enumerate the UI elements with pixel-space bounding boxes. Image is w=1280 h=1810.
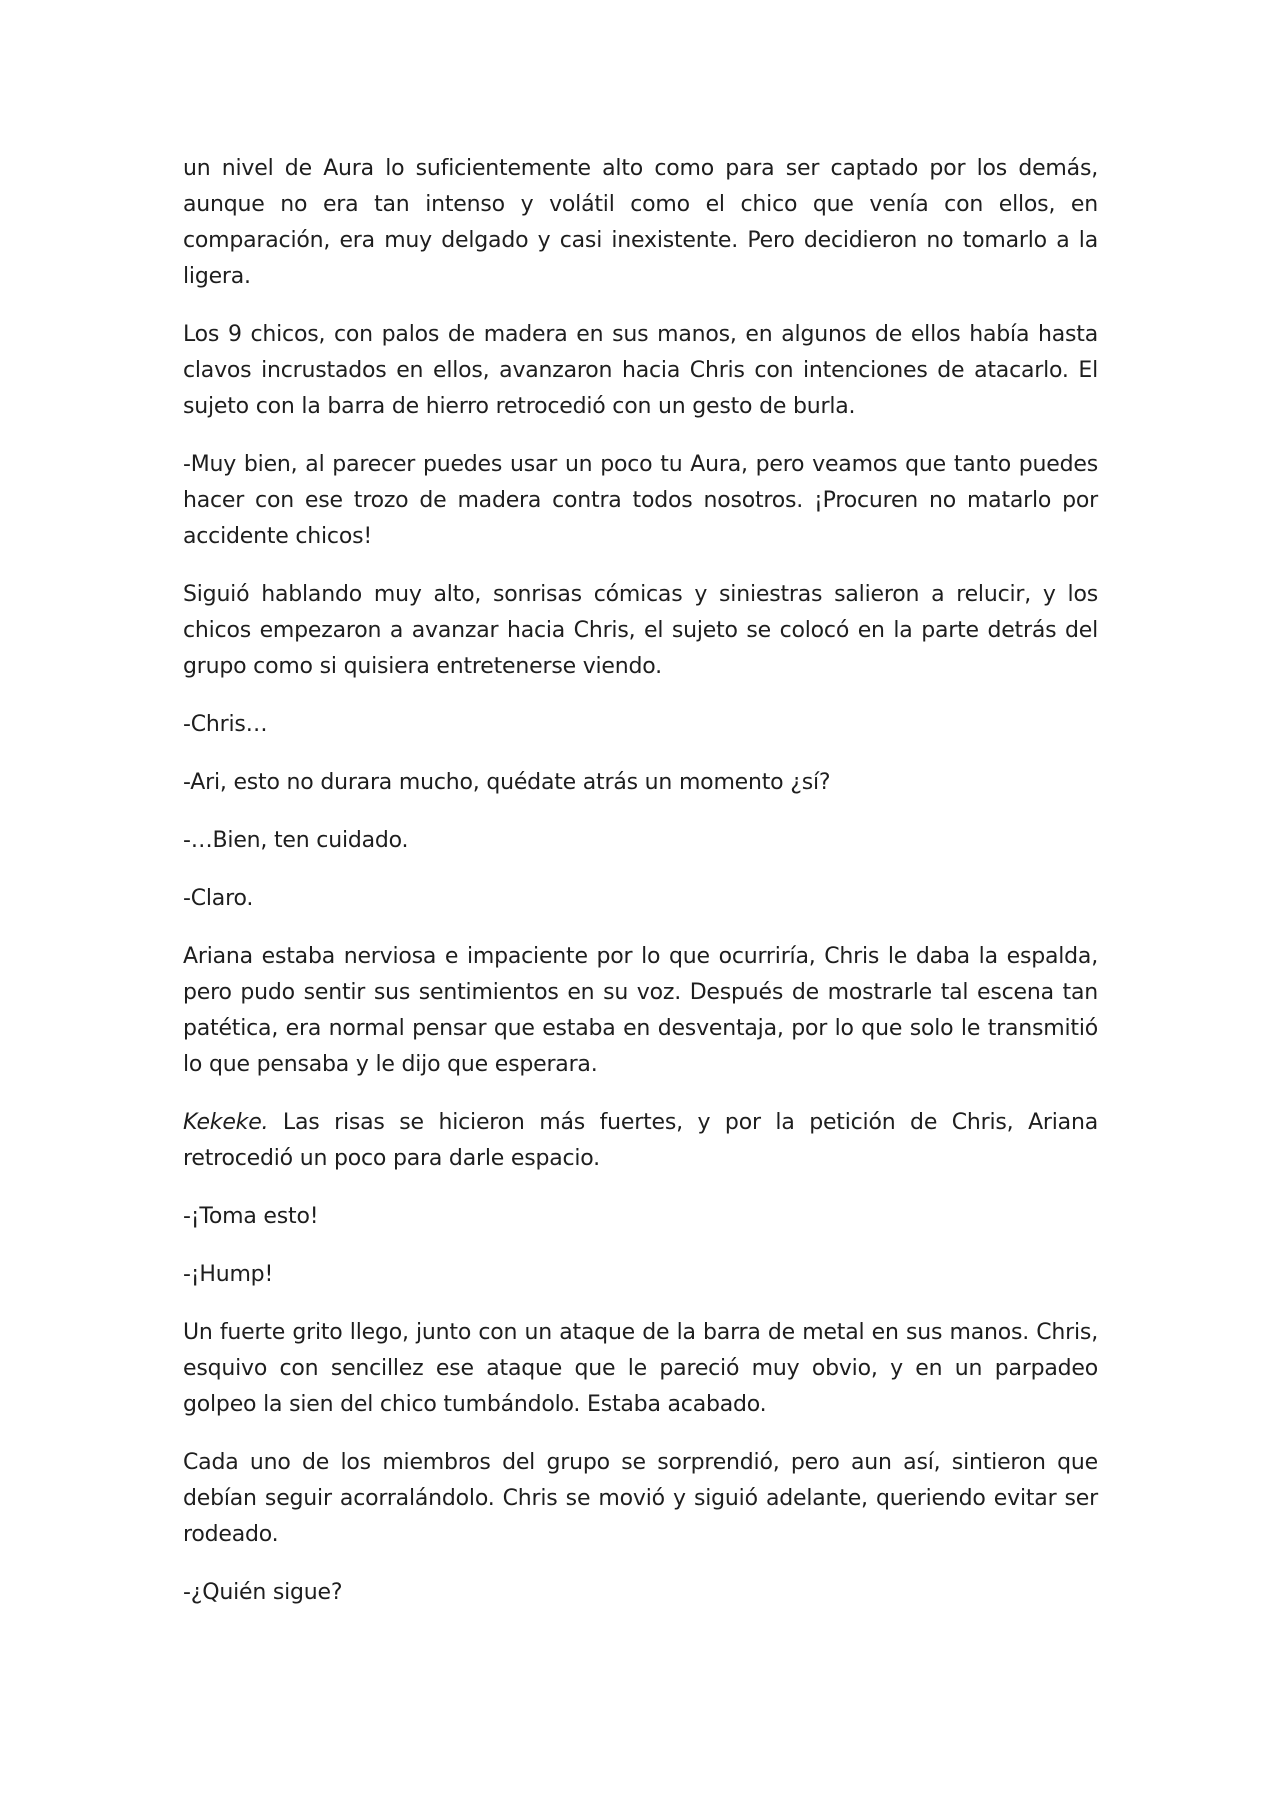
italic-onomatopoeia: Kekeke. — [183, 1110, 269, 1135]
paragraph-dialogue: -¡Toma esto! — [183, 1204, 319, 1229]
paragraph-narration: Un fuerte grito llego, junto con un ataque de la barra de metal en sus manos. Chris, esquivo con sencillez ese ataque que le pareció muy obvio, y en un parpadeo golpeo la sien del chico tumbándolo. Estaba acabado. — [183, 1320, 1098, 1417]
paragraph-dialogue: -¿Quién sigue? — [183, 1580, 343, 1605]
paragraph-narration: un nivel de Aura lo suficientemente alto como para ser captado por los demás, aunque no era tan intenso y volátil como el chico que venía con ellos, en comparación, era muy delgado y casi inexistente. Pero decidieron no tomarlo a la ligera. — [183, 156, 1098, 289]
paragraph-dialogue: -Claro. — [183, 886, 254, 911]
paragraph-narration — [183, 1105, 1098, 1177]
paragraph-narration: Ariana estaba nerviosa e impaciente por lo que ocurriría, Chris le daba la espalda, pero pudo sentir sus sentimientos en su voz. Después de mostrarle tal escena tan patética, era normal pensar que estaba en desventaja, por lo que solo le transmitió lo que pensaba y le dijo que esperara. — [183, 944, 1098, 1077]
paragraph-dialogue: -Muy bien, al parecer puedes usar un poco tu Aura, pero veamos que tanto puedes hacer con ese trozo de madera contra todos nosotros. ¡Procuren no matarlo por accidente chicos! — [183, 452, 1098, 549]
document-page — [183, 151, 1098, 1633]
paragraph-narration: Los 9 chicos, con palos de madera en sus manos, en algunos de ellos había hasta clavos incrustados en ellos, avanzaron hacia Chris con intenciones de atacarlo. El sujeto con la barra de hierro retrocedió con un gesto de burla. — [183, 322, 1098, 419]
paragraph-narration: Cada uno de los miembros del grupo se sorprendió, pero aun así, sintieron que debían seguir acorralándolo. Chris se movió y siguió adelante, queriendo evitar ser rodeado. — [183, 1450, 1098, 1547]
paragraph-narration: Siguió hablando muy alto, sonrisas cómicas y siniestras salieron a relucir, y los chicos empezaron a avanzar hacia Chris, el sujeto se colocó en la parte detrás del grupo como si quisiera entretenerse viendo. — [183, 582, 1098, 679]
paragraph-dialogue: -¡Hump! — [183, 1262, 274, 1287]
paragraph-dialogue: -Ari, esto no durara mucho, quédate atrás un momento ¿sí? — [183, 770, 831, 795]
paragraph-dialogue: -Chris… — [183, 712, 268, 737]
paragraph-dialogue: -…Bien, ten cuidado. — [183, 828, 409, 853]
paragraph-text: Las risas se hicieron más fuertes, y por la petición de Chris, Ariana retrocedió un poco para darle espacio. — [183, 1110, 1098, 1171]
